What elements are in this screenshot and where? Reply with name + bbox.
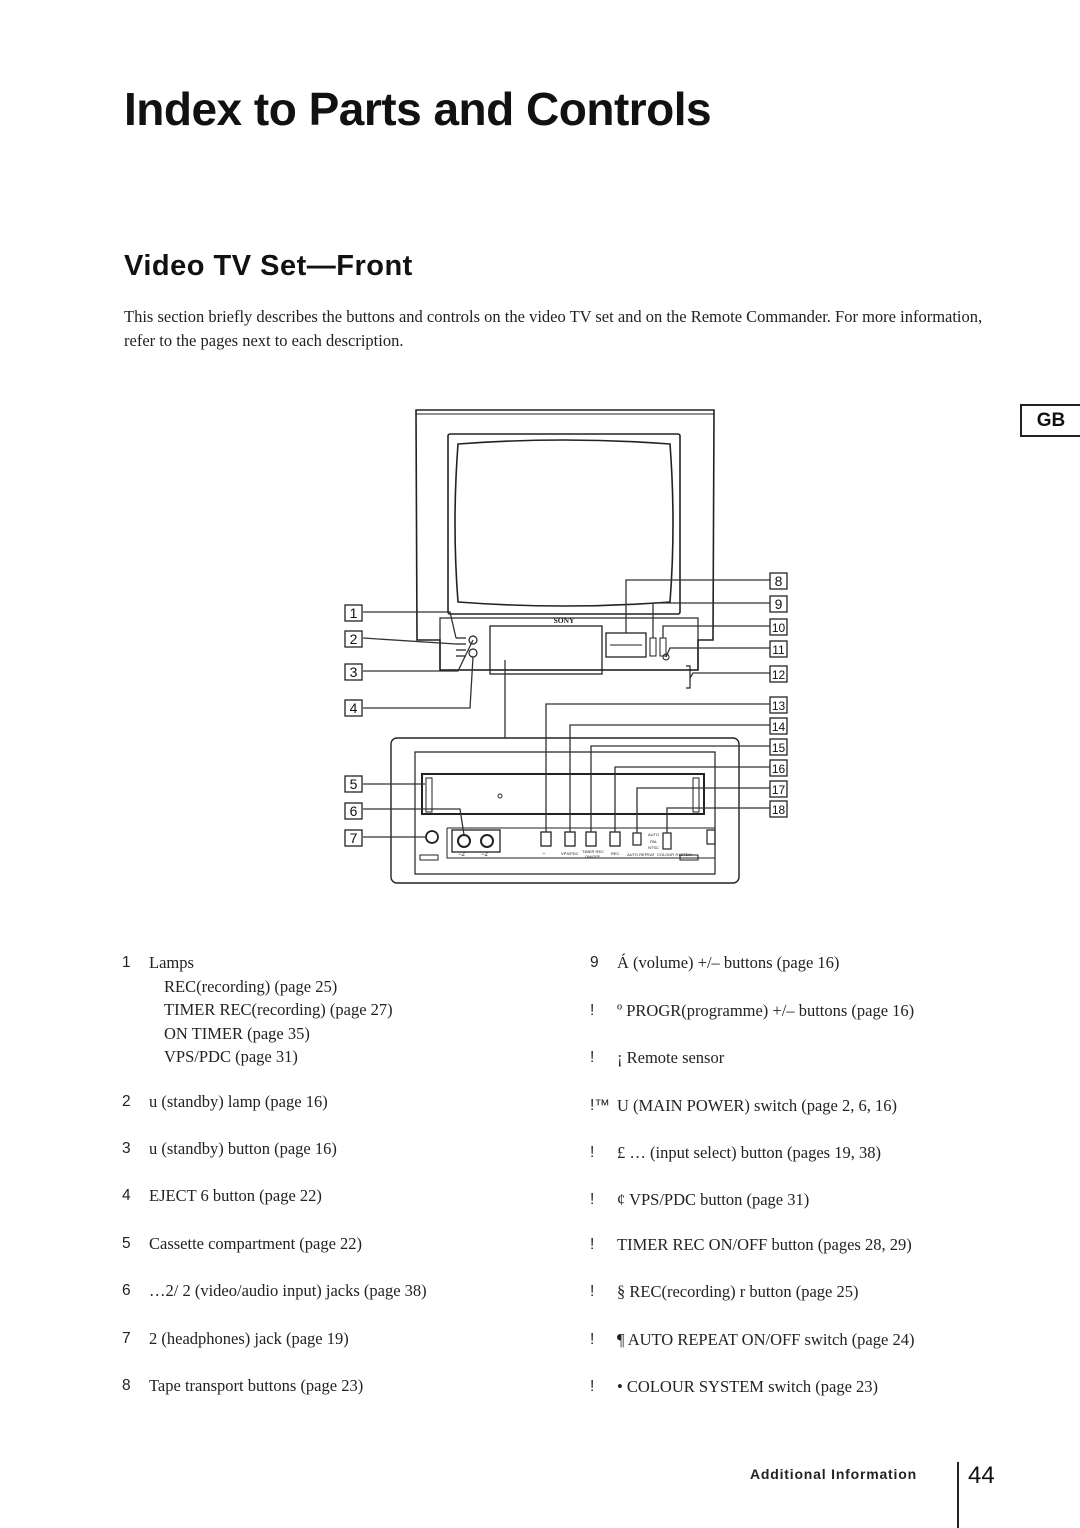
list-item [122,1327,349,1351]
list-item [122,1090,328,1114]
svg-text:ON/OFF: ON/OFF [585,854,601,859]
item-text: …2/ 2 (video/audio input) jacks (page 38) [149,1281,427,1300]
svg-text:−2: −2 [458,852,465,858]
item-number: 8 [122,1377,131,1394]
item-number: ! [590,1283,595,1300]
callout-7: 7 [349,830,358,846]
list-item [590,951,839,975]
list-item [122,1232,362,1256]
rec-button [610,832,620,846]
callout-12: 12 [771,668,786,682]
callout-17: 17 [771,783,786,797]
item-number: 9 [590,954,599,971]
tv-cabinet [416,410,714,670]
footer-section-label: Additional Information [750,1466,917,1482]
crt-screen [455,440,673,606]
item-text: ¶ AUTO REPEAT ON/OFF switch (page 24) [617,1330,915,1349]
sub-item: ON TIMER (page 35) [164,1023,310,1043]
callout-4: 4 [349,700,358,716]
list-item [122,951,393,1069]
item-text: U (MAIN POWER) switch (page 2, 6, 16) [617,1096,897,1115]
list-item [590,1141,881,1165]
item-number: ! [590,1236,595,1253]
item-number: 1 [122,954,131,971]
item-text: Lamps [149,953,194,972]
list-item [122,1137,337,1161]
colour-system-switch [663,833,671,849]
vps-pdc-button [565,832,575,846]
video-input-jack [458,835,470,847]
input-select-button [541,832,551,846]
audio-input-jack [481,835,493,847]
callout-10: 10 [771,621,786,635]
callout-11: 11 [772,643,785,657]
item-text: u (standby) button (page 16) [149,1139,337,1158]
footer-divider [957,1462,959,1528]
list-item [590,1046,724,1070]
item-number: ! [590,1191,595,1208]
item-number: 7 [122,1330,131,1347]
svg-text:TIMER REC: TIMER REC [582,849,604,854]
section-title: Video TV Set—Front [124,250,413,282]
callout-15: 15 [771,741,786,755]
screen-bezel [448,434,680,614]
tv-front-diagram [330,400,800,890]
svg-text:−2: −2 [481,852,488,858]
item-text: Cassette compartment (page 22) [149,1234,363,1253]
item-number: ! [590,1144,595,1161]
item-number: 2 [122,1093,131,1110]
item-text: Tape transport buttons (page 23) [149,1376,364,1395]
item-number: 6 [122,1282,131,1299]
item-text: ¡ Remote sensor [617,1048,725,1067]
svg-text:REC: REC [611,851,620,856]
cassette-slot [422,774,704,814]
svg-text:AUTO: AUTO [648,832,660,837]
item-text: 2 (headphones) jack (page 19) [149,1329,349,1348]
page-title: Index to Parts and Controls [124,83,712,135]
svg-text:−: − [542,851,546,857]
list-item [122,1374,363,1398]
page-number: 44 [968,1462,995,1489]
callout-9: 9 [774,596,783,612]
intro-paragraph: This section briefly describes the buttons and controls on the video TV set and on the Remote Commander. For more information, refer to the pages next to each description. [124,307,983,350]
item-text: § REC(recording) r button (page 25) [617,1282,859,1301]
callout-2: 2 [349,631,358,647]
sub-item: VPS/PDC (page 31) [164,1047,298,1066]
item-text: £ … (input select) button (pages 19, 38) [617,1143,881,1162]
sub-item: REC(recording) (page 25) [164,976,338,996]
vcr-panel-inset [391,738,739,883]
item-number: ! [590,1002,595,1019]
cassette-door [490,626,602,674]
sub-item: TIMER REC(recording) (page 27) [164,1000,393,1019]
list-item [590,1375,878,1399]
language-tab: GB [1020,404,1080,437]
callout-8: 8 [774,573,783,589]
list-item [122,1184,322,1208]
item-text: Á (volume) +/– buttons (page 16) [617,953,840,972]
timer-rec-button [586,832,596,846]
headphones-jack [426,831,438,843]
item-number: 3 [122,1140,131,1157]
item-number: 5 [122,1235,131,1252]
callout-3: 3 [349,664,358,680]
list-item [122,1279,427,1303]
callout-16: 16 [771,762,786,776]
svg-text:COLOUR SYSTEM: COLOUR SYSTEM [657,852,692,857]
sony-logo: SONY [553,616,575,625]
item-text: • COLOUR SYSTEM switch (page 23) [617,1377,879,1396]
item-number: ! [590,1331,595,1348]
callout-14: 14 [771,720,786,734]
auto-repeat-switch [633,833,641,845]
callout-5: 5 [349,776,358,792]
svg-text:AUTO REPEAT: AUTO REPEAT [627,852,655,857]
item-number: !™ [590,1097,610,1114]
item-number: ! [590,1378,595,1395]
list-item [590,1094,897,1118]
item-text: ¢ VPS/PDC button (page 31) [617,1190,810,1209]
item-text: EJECT 6 button (page 22) [149,1186,322,1205]
svg-text:NTSC: NTSC [648,845,659,850]
item-number: ! [590,1049,595,1066]
callout-6: 6 [349,803,358,819]
item-number: 4 [122,1187,131,1204]
callout-13: 13 [771,699,786,713]
svg-text:PAL: PAL [650,839,658,844]
item-text: TIMER REC ON/OFF button (pages 28, 29) [617,1235,912,1254]
svg-text:VPS/PDC: VPS/PDC [561,851,579,856]
callout-18: 18 [771,803,786,817]
list-item [590,1328,914,1352]
item-text: º PROGR(programme) +/– buttons (page 16) [617,1001,915,1020]
list-item [590,1280,858,1304]
list-item [590,1233,912,1257]
item-text: u (standby) lamp (page 16) [149,1092,328,1111]
callout-1: 1 [349,605,358,621]
list-item [590,1188,809,1212]
list-item [590,999,914,1023]
